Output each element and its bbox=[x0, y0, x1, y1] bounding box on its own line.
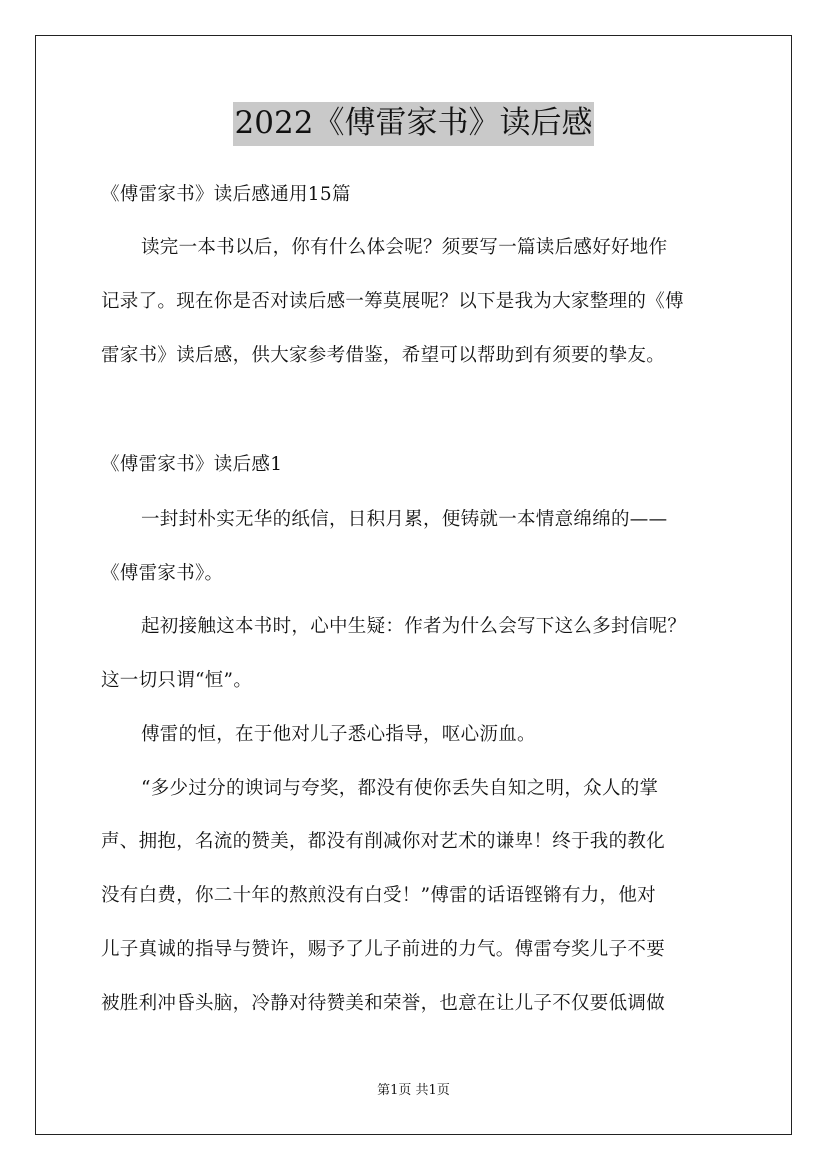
body-line: 起初接触这本书时，心中生疑：作者为什么会写下这么多封信呢？ bbox=[141, 616, 687, 637]
intro-line: 记录了。现在你是否对读后感一筹莫展呢？以下是我为大家整理的《傅 bbox=[101, 291, 684, 312]
body-line: 儿子真诚的指导与赞许，赐予了儿子前进的力气。傅雷夸奖儿子不要 bbox=[101, 939, 666, 960]
subtitle: 《傅雷家书》读后感通用15篇 bbox=[101, 184, 351, 205]
document-title: 2022《傅雷家书》读后感 bbox=[233, 102, 595, 146]
body-line: 《傅雷家书》。 bbox=[101, 563, 224, 584]
title-container bbox=[0, 102, 827, 146]
body-line: “多少过分的谀词与夸奖，都没有使你丢失自知之明，众人的掌 bbox=[141, 778, 659, 799]
body-line: 一封封朴实无华的纸信，日积月累，便铸就一本情意绵绵的—— bbox=[141, 509, 668, 530]
page-footer: 第1页 共1页 bbox=[377, 1083, 450, 1098]
body-line: 声、拥抱，名流的赞美，都没有削减你对艺术的谦卑！终于我的教化 bbox=[101, 831, 666, 852]
intro-line: 雷家书》读后感，供大家参考借鉴，希望可以帮助到有须要的挚友。 bbox=[101, 345, 666, 366]
body-line: 这一切只谓“恒”。 bbox=[101, 670, 253, 691]
section-heading: 《傅雷家书》读后感1 bbox=[101, 454, 283, 475]
intro-line: 读完一本书以后，你有什么体会呢？须要写一篇读后感好好地作 bbox=[141, 237, 668, 258]
body-line: 被胜利冲昏头脑，冷静对待赞美和荣誉，也意在让儿子不仅要低调做 bbox=[101, 993, 666, 1014]
body-line: 没有白费，你二十年的熬煎没有白受！”傅雷的话语铿锵有力，他对 bbox=[101, 885, 656, 906]
body-line: 傅雷的恒，在于他对儿子悉心指导，呕心沥血。 bbox=[141, 724, 536, 745]
